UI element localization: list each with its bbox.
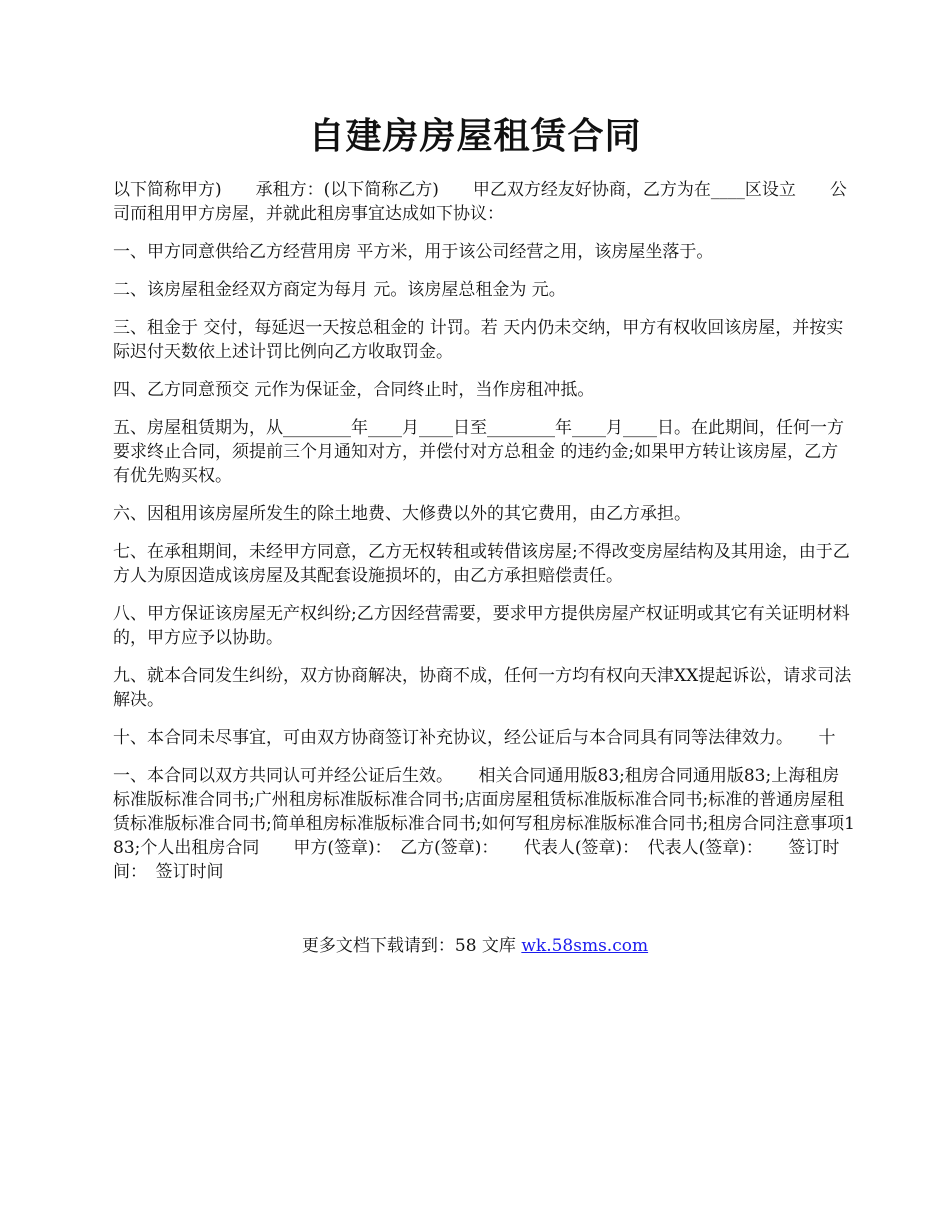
paragraph-clause-2: 二、该房屋租金经双方商定为每月 元。该房屋总租金为 元。 [113, 280, 566, 300]
footer-prefix-text: 更多文档下载请到：58 文库 [301, 936, 522, 956]
paragraph-clause-9: 九、就本合同发生纠纷，双方协商解决，协商不成，任何一方均有权向天津XX提起诉讼，请求司法解决。 [113, 666, 852, 710]
paragraph-clause-3: 三、租金于 交付，每延迟一天按总租金的 计罚。若 天内仍未交纳，甲方有权收回该房屋，并按实际迟付天数依上述计罚比例向乙方收取罚金。 [113, 318, 844, 362]
paragraph-clause-6: 六、因租用该房屋所发生的除土地费、大修费以外的其它费用，由乙方承担。 [113, 504, 691, 524]
footer-site-link[interactable]: wk.58sms.com [521, 936, 649, 956]
paragraph-clause-8: 八、甲方保证该房屋无产权纠纷;乙方因经营需要，要求甲方提供房屋产权证明或其它有关证明材料的，甲方应予以协助。 [113, 604, 850, 648]
paragraph-clause-10: 十、本合同未尽事宜，可由双方协商签订补充协议，经公证后与本合同具有同等法律效力。 十 [113, 728, 836, 748]
paragraph-intro: 以下简称甲方) 承租方：(以下简称乙方) 甲乙双方经友好协商，乙方为在____区设立 公司而租用甲方房屋，并就此租房事宜达成如下协议： [113, 180, 847, 224]
paragraph-clause-7: 七、在承租期间，未经甲方同意，乙方无权转租或转借该房屋;不得改变房屋结构及其用途，由于乙方人为原因造成该房屋及其配套设施损坏的，由乙方承担赔偿责任。 [113, 542, 850, 586]
paragraph-clause-5: 五、房屋租赁期为，从________年____月____日至________年____月____日。在此期间，任何一方要求终止合同，须提前三个月通知对方，并偿付对方总租金 的违约金;如果甲方转让该房屋，乙方有优先购买权。 [113, 418, 844, 486]
document-title: 自建房房屋租赁合同 [308, 115, 642, 157]
download-footer [0, 934, 950, 958]
paragraph-clause-1: 一、甲方同意供给乙方经营用房 平方米，用于该公司经营之用，该房屋坐落于。 [113, 242, 714, 262]
paragraph-clause-11-signatures: 一、本合同以双方共同认可并经公证后生效。 相关合同通用版83;租房合同通用版83;上海租房标准版标准合同书;广州租房标准版标准合同书;店面房屋租赁标准版标准合同书;标准的普通房屋租赁标准版标准合同书;简单租房标准版标准合同书;如何写租房标准版标准合同书;租房合同注意事项183;个人出租房合同 甲方(签章)： 乙方(签章)： 代表人(签章)： 代表人(签章)： 签订时间： 签订时间 [113, 766, 855, 882]
paragraph-clause-4: 四、乙方同意预交 元作为保证金，合同终止时，当作房租冲抵。 [113, 380, 595, 400]
document-body [113, 178, 855, 898]
